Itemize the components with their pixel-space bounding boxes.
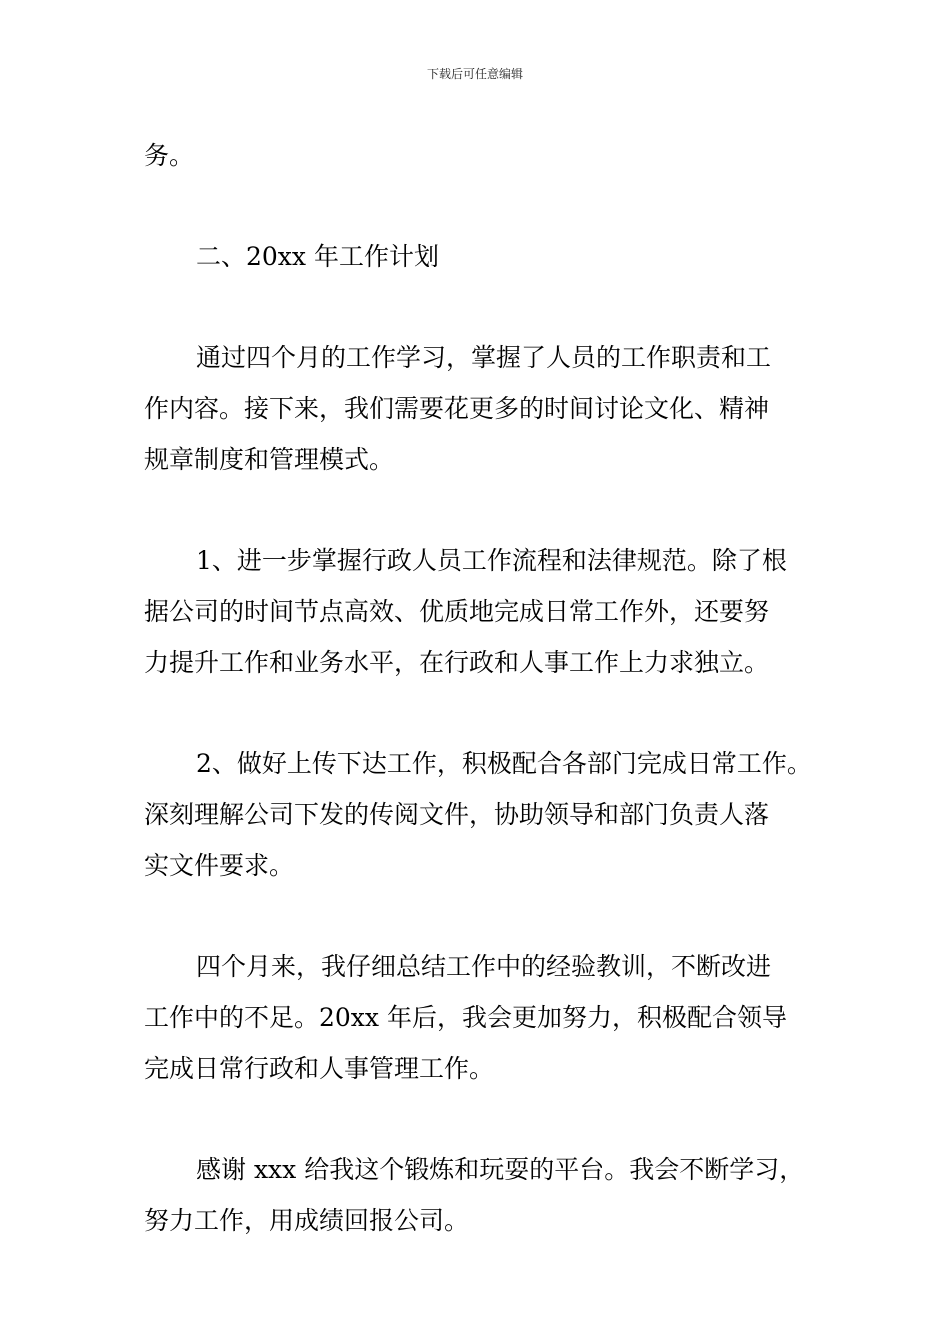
paragraph-line: 作内容。接下来，我们需要花更多的时间讨论文化、精神 (144, 394, 770, 423)
paragraph-3 (144, 332, 814, 485)
paragraph-4 (144, 535, 814, 688)
paragraph-line: 二、20xx 年工作计划 (196, 242, 439, 271)
paragraph-2 (144, 231, 814, 282)
paragraph-line: 力提升工作和业务水平，在行政和人事工作上力求独立。 (144, 648, 770, 677)
paragraph-6 (144, 941, 814, 1094)
paragraph-line: 工作中的不足。20xx 年后，我会更加努力，积极配合领导 (144, 1003, 787, 1032)
paragraph-1 (144, 130, 814, 181)
paragraph-7 (144, 1144, 814, 1246)
page-header: 下载后可任意编辑 (426, 67, 523, 81)
paragraph-line: 努力工作，用成绩回报公司。 (144, 1206, 470, 1235)
paragraph-line: 完成日常行政和人事管理工作。 (144, 1054, 495, 1083)
paragraph-line: 四个月来，我仔细总结工作中的经验教训，不断改进 (196, 952, 772, 981)
paragraph-line: 通过四个月的工作学习，掌握了人员的工作职责和工 (196, 343, 772, 372)
paragraph-line: 1、进一步掌握行政人员工作流程和法律规范。除了根 (196, 546, 787, 575)
paragraph-line: 实文件要求。 (144, 851, 295, 880)
paragraph-line: 2、做好上传下达工作，积极配合各部门完成日常工作。 (196, 749, 812, 778)
paragraph-5 (144, 738, 814, 891)
document-body (144, 130, 814, 1296)
paragraph-line: 规章制度和管理模式。 (144, 445, 395, 474)
paragraph-line: 据公司的时间节点高效、优质地完成日常工作外，还要努 (144, 597, 770, 626)
paragraph-line: 感谢 xxx 给我这个锻炼和玩耍的平台。我会不断学习， (196, 1155, 805, 1184)
paragraph-line: 深刻理解公司下发的传阅文件，协助领导和部门负责人落 (144, 800, 770, 829)
paragraph-line: 务。 (144, 141, 195, 170)
